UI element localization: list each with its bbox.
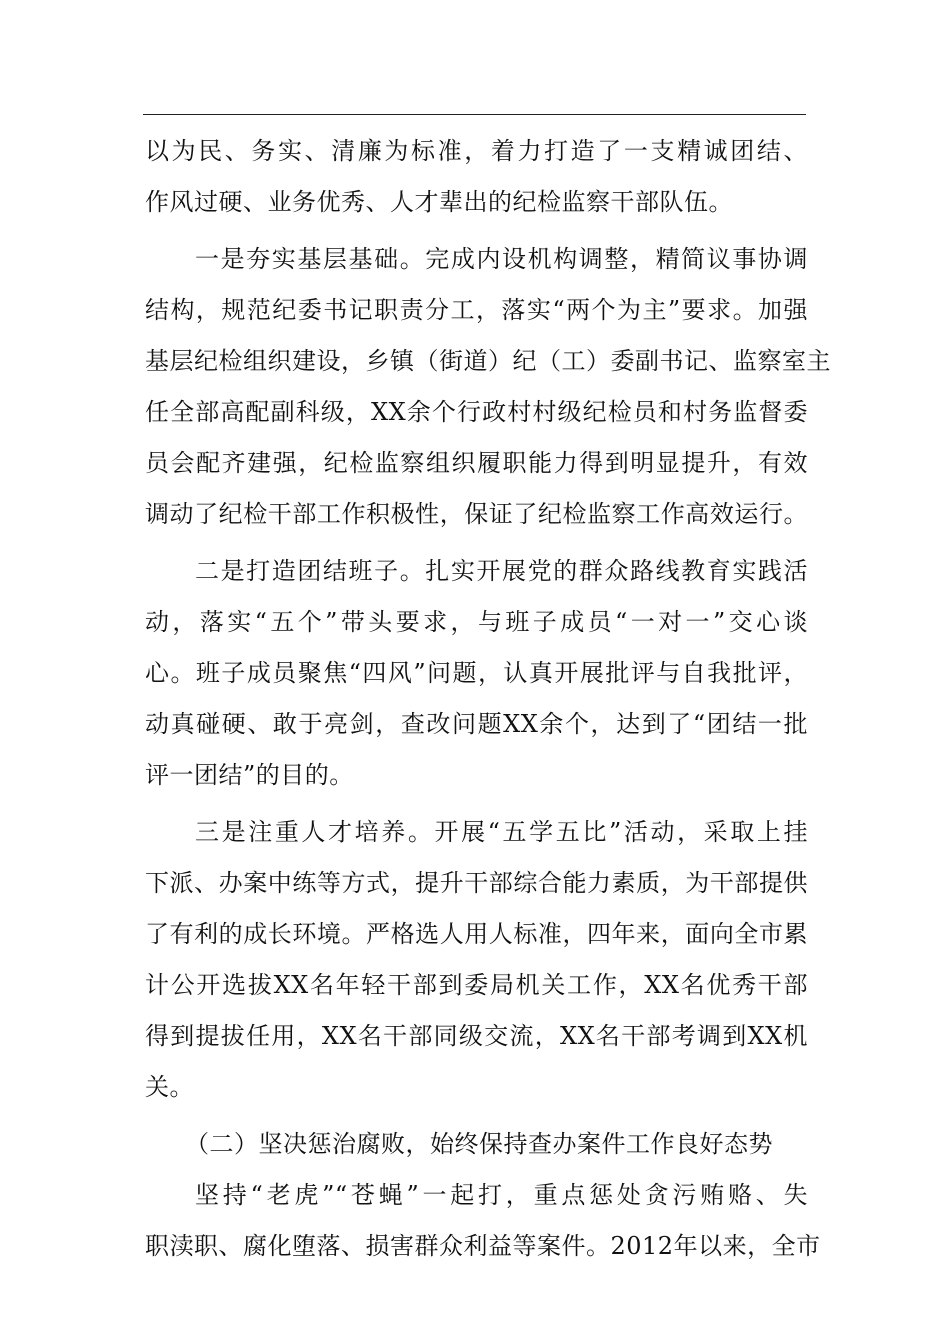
text-line: 计公开选拔XX名年轻干部到委局机关工作，XX名优秀干部	[145, 971, 808, 999]
text-line: 任全部高配副科级，XX余个行政村村级纪检员和村务监督委	[145, 398, 808, 426]
text-line: 得到提拔任用，XX名干部同级交流，XX名干部考调到XX机	[145, 1022, 808, 1050]
text-line: 心。班子成员聚焦“四风”问题，认真开展批评与自我批评，	[145, 659, 808, 687]
text-line: 下派、办案中练等方式，提升干部综合能力素质，为干部提供	[145, 869, 808, 897]
text-line: 以为民、务实、清廉为标准，着力打造了一支精诚团结、	[145, 137, 808, 165]
header-rule	[143, 114, 806, 115]
text-line: 调动了纪检干部工作积极性，保证了纪检监察工作高效运行。	[145, 500, 808, 528]
text-line: 基层纪检组织建设，乡镇（街道）纪（工）委副书记、监察室主	[145, 347, 831, 375]
text-line: 二是打造团结班子。扎实开展党的群众路线教育实践活	[195, 557, 808, 585]
section-heading	[145, 1119, 808, 1170]
text-line: 动，落实“五个”带头要求，与班子成员“一对一”交心谈	[145, 608, 808, 636]
paragraph-cases	[145, 1170, 821, 1272]
text-line: 坚持“老虎”“苍蝇”一起打，重点惩处贪污贿赂、失	[195, 1181, 808, 1209]
text-line: 一是夯实基层基础。完成内设机构调整，精简议事协调	[195, 245, 808, 273]
text-line: 职渎职、腐化堕落、损害群众利益等案件。2012年以来，全市	[145, 1232, 821, 1260]
text-line: 动真碰硬、敢于亮剑，查改问题XX余个，达到了“团结一批	[145, 710, 808, 738]
text-line: 关。	[145, 1073, 194, 1101]
text-line: 结构，规范纪委书记职责分工，落实“两个为主”要求。加强	[145, 296, 808, 324]
paragraph-talent	[145, 807, 808, 1113]
text-line: 评一团结”的目的。	[145, 761, 354, 789]
text-line: 员会配齐建强，纪检监察组织履职能力得到明显提升，有效	[145, 449, 808, 477]
paragraph-intro	[145, 126, 808, 228]
text-line: 作风过硬、业务优秀、人才辈出的纪检监察干部队伍。	[145, 188, 733, 216]
body-text	[145, 126, 831, 1272]
paragraph-grassroots	[145, 234, 831, 540]
text-line: 了有利的成长环境。严格选人用人标准，四年来，面向全市累	[145, 920, 808, 948]
section-heading-text: （二）坚决惩治腐败，始终保持查办案件工作良好态势	[185, 1130, 773, 1158]
text-line: 三是注重人才培养。开展“五学五比”活动，采取上挂	[195, 818, 808, 846]
paragraph-team	[145, 546, 808, 801]
